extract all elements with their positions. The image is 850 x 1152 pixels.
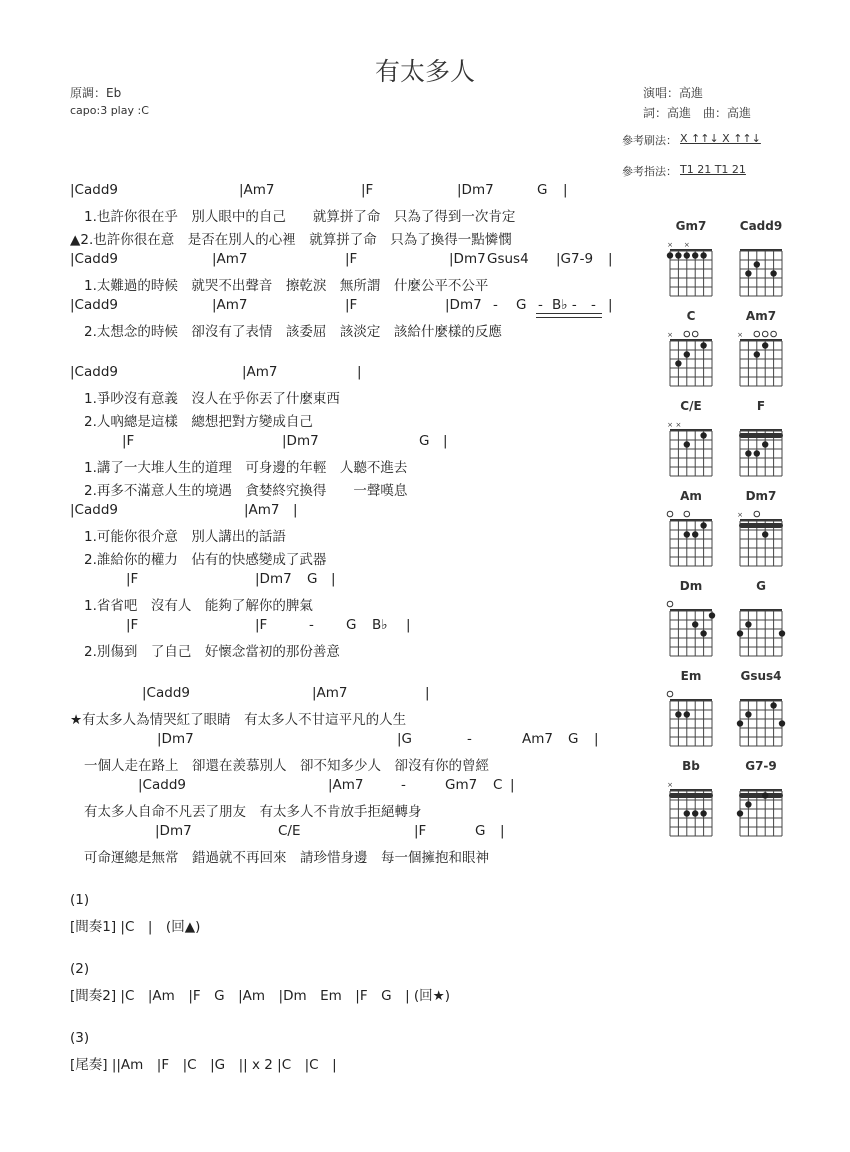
- svg-text:×: ×: [675, 421, 682, 429]
- sheet-text: G: [516, 297, 527, 313]
- chord-name: Am: [680, 489, 702, 503]
- fretboard: [668, 411, 716, 477]
- capo-info: capo:3 play :C: [70, 104, 149, 117]
- sheet-text: |Am7: [244, 502, 280, 518]
- singer: 演唱：高進: [643, 86, 704, 100]
- sheet-text: G: [346, 617, 357, 633]
- chord-name: Dm: [679, 579, 703, 593]
- fretboard: [668, 591, 716, 657]
- sheet-text: -: [591, 297, 596, 313]
- sheet-text: -: [401, 777, 406, 793]
- sheet-text: |Cadd9: [70, 182, 118, 198]
- sheet-text: ★有太多人為情哭紅了眼睛 有太多人不甘這平凡的人生: [70, 712, 407, 728]
- page-title: 有太多人: [374, 57, 475, 86]
- sheet-text: |Cadd9: [138, 777, 186, 793]
- sheet-text: Am7: [522, 731, 553, 747]
- sheet-text: |Cadd9: [142, 685, 190, 701]
- sheet-text: |Cadd9: [70, 364, 118, 380]
- fretboard: [738, 231, 786, 297]
- sheet-text: 2.誰給你的權力 佔有的快感變成了武器: [84, 552, 327, 568]
- sheet-text: 1.也許你很在乎 別人眼中的自己 就算拼了命 只為了得到一次肯定: [84, 209, 516, 225]
- sheet-text: G: [419, 433, 430, 449]
- chord-name: C/E: [680, 399, 702, 413]
- svg-text:×: ×: [667, 421, 673, 429]
- pick-pattern: T1 21 T1 21: [680, 163, 746, 176]
- sheet-text: Gm7: [445, 777, 478, 793]
- sheet-text: Gsus4: [487, 251, 529, 267]
- section-line: [間奏2] |C |Am |F G |Am |Dm Em |F G | (回★): [70, 988, 451, 1004]
- fretboard: [738, 411, 786, 477]
- sheet-text: |G7-9: [556, 251, 594, 267]
- sheet-text: |: [293, 502, 298, 518]
- fretboard: [668, 231, 716, 297]
- sheet-text: |: [608, 297, 613, 313]
- sheet-text: |G: [397, 731, 413, 747]
- fretboard: [738, 501, 786, 567]
- sheet-text: -: [467, 731, 472, 747]
- sheet-text: 1.講了一大堆人生的道理 可身邊的年輕 人聽不進去: [84, 460, 408, 476]
- svg-text:×: ×: [737, 511, 743, 519]
- sheet-text: 可命運總是無常 錯過就不再回來 請珍惜身邊 每一個擁抱和眼神: [84, 850, 489, 866]
- sheet-text: |Dm7: [157, 731, 194, 747]
- svg-text:×: ×: [667, 331, 673, 339]
- sheet-text: |: [406, 617, 411, 633]
- chord-name: Gsus4: [740, 669, 782, 683]
- sheet-text: 1.太難過的時候 就哭不出聲音 擦乾淚 無所謂 什麼公平不公平: [84, 278, 489, 294]
- sheet-text: |Am7: [312, 685, 348, 701]
- fretboard: [738, 321, 786, 387]
- sheet-text: |F: [414, 823, 427, 839]
- sheet-text: |: [594, 731, 599, 747]
- strum-label: 參考刷法：: [622, 134, 677, 147]
- original-key: 原調：Eb: [70, 86, 122, 100]
- sheet-text: |: [443, 433, 448, 449]
- sheet-text: 有太多人自命不凡丟了朋友 有太多人不肯放手拒絕轉身: [84, 804, 422, 820]
- passage-underline: [536, 313, 602, 318]
- section-line: (2): [70, 961, 90, 977]
- fretboard: [668, 321, 716, 387]
- fretboard: [738, 771, 786, 837]
- sheet-text: |Dm7: [449, 251, 486, 267]
- sheet-text: |Cadd9: [70, 251, 118, 267]
- sheet-text: |F: [255, 617, 268, 633]
- sheet-text: |Cadd9: [70, 297, 118, 313]
- chord-name: F: [756, 399, 766, 413]
- sheet-text: 1.省省吧 沒有人 能夠了解你的脾氣: [84, 598, 313, 614]
- sheet-text: |: [425, 685, 430, 701]
- sheet-text: |F: [345, 297, 358, 313]
- sheet-text: |Dm7: [457, 182, 494, 198]
- section-line: [尾奏] ||Am |F |C |G || x 2 |C |C |: [70, 1057, 337, 1073]
- section-line: (1): [70, 892, 90, 908]
- sheet-text: |: [331, 571, 336, 587]
- sheet-text: B♭ -: [552, 297, 577, 313]
- sheet-text: |F: [126, 617, 139, 633]
- chord-name: C: [686, 309, 696, 323]
- chord-name: Gm7: [675, 219, 707, 233]
- sheet-text: -: [538, 297, 543, 313]
- sheet-text: G: [537, 182, 548, 198]
- sheet-text: B♭: [372, 617, 388, 633]
- sheet-text: 2.別傷到 了自己 好懷念當初的那份善意: [84, 644, 340, 660]
- credits: 詞：高進 曲：高進: [643, 106, 752, 120]
- sheet-text: |Am7: [212, 251, 248, 267]
- sheet-text: |: [500, 823, 505, 839]
- sheet-text: C/E: [278, 823, 301, 839]
- sheet-text: G: [475, 823, 486, 839]
- sheet-text: 2.再多不滿意人生的境遇 貪婪終究換得 一聲嘆息: [84, 483, 408, 499]
- sheet-text: |Dm7: [282, 433, 319, 449]
- sheet-text: 2.太想念的時候 卻沒有了表情 該委屈 該淡定 該給什麼樣的反應: [84, 324, 502, 340]
- sheet-text: G: [307, 571, 318, 587]
- sheet-text: 1.爭吵沒有意義 沒人在乎你丟了什麼東西: [84, 391, 340, 407]
- sheet-text: |: [563, 182, 568, 198]
- sheet-text: |Am7: [242, 364, 278, 380]
- fretboard: [668, 501, 716, 567]
- sheet-text: 1.可能你很介意 別人講出的話語: [84, 529, 286, 545]
- pick-label: 參考指法：: [622, 165, 677, 178]
- section-line: (3): [70, 1030, 90, 1046]
- sheet-text: |Dm7: [445, 297, 482, 313]
- sheet-text: C: [493, 777, 503, 793]
- sheet-text: |Dm7: [255, 571, 292, 587]
- sheet-text: |F: [126, 571, 139, 587]
- sheet-text: |Cadd9: [70, 502, 118, 518]
- sheet-text: -: [309, 617, 314, 633]
- sheet-text: G: [568, 731, 579, 747]
- sheet-text: |: [510, 777, 515, 793]
- fretboard: [668, 681, 716, 747]
- fretboard: [668, 771, 716, 837]
- chord-name: G: [756, 579, 766, 593]
- sheet-text: -: [493, 297, 498, 313]
- chord-name: Em: [680, 669, 702, 683]
- sheet-text: |: [357, 364, 362, 380]
- svg-text:×: ×: [667, 241, 673, 249]
- sheet-text: |Am7: [328, 777, 364, 793]
- sheet-text: |Dm7: [155, 823, 192, 839]
- sheet-text: ▲2.也許你很在意 是否在別人的心裡 就算拼了命 只為了換得一點憐憫: [70, 232, 512, 248]
- chord-name: Cadd9: [739, 219, 783, 233]
- sheet-text: |F: [361, 182, 374, 198]
- sheet-text: |F: [345, 251, 358, 267]
- svg-text:×: ×: [667, 781, 673, 789]
- sheet-text: |: [608, 251, 613, 267]
- sheet-text: |Am7: [212, 297, 248, 313]
- fretboard: [738, 591, 786, 657]
- sheet-text: 一個人走在路上 卻還在羨慕別人 卻不知多少人 卻沒有你的曾經: [84, 758, 489, 774]
- chord-name: Dm7: [745, 489, 777, 503]
- fretboard: [738, 681, 786, 747]
- chord-name: Bb: [682, 759, 700, 773]
- chord-name: Am7: [745, 309, 777, 323]
- section-line: [間奏1] |C | (回▲): [70, 919, 201, 935]
- svg-text:×: ×: [683, 241, 690, 249]
- svg-text:×: ×: [737, 331, 743, 339]
- sheet-text: 2.人吶總是這樣 總想把對方變成自己: [84, 414, 313, 430]
- chord-name: G7-9: [745, 759, 777, 773]
- sheet-text: |F: [122, 433, 135, 449]
- strum-pattern: X ↑↑↓ X ↑↑↓: [680, 132, 761, 145]
- sheet-text: |Am7: [239, 182, 275, 198]
